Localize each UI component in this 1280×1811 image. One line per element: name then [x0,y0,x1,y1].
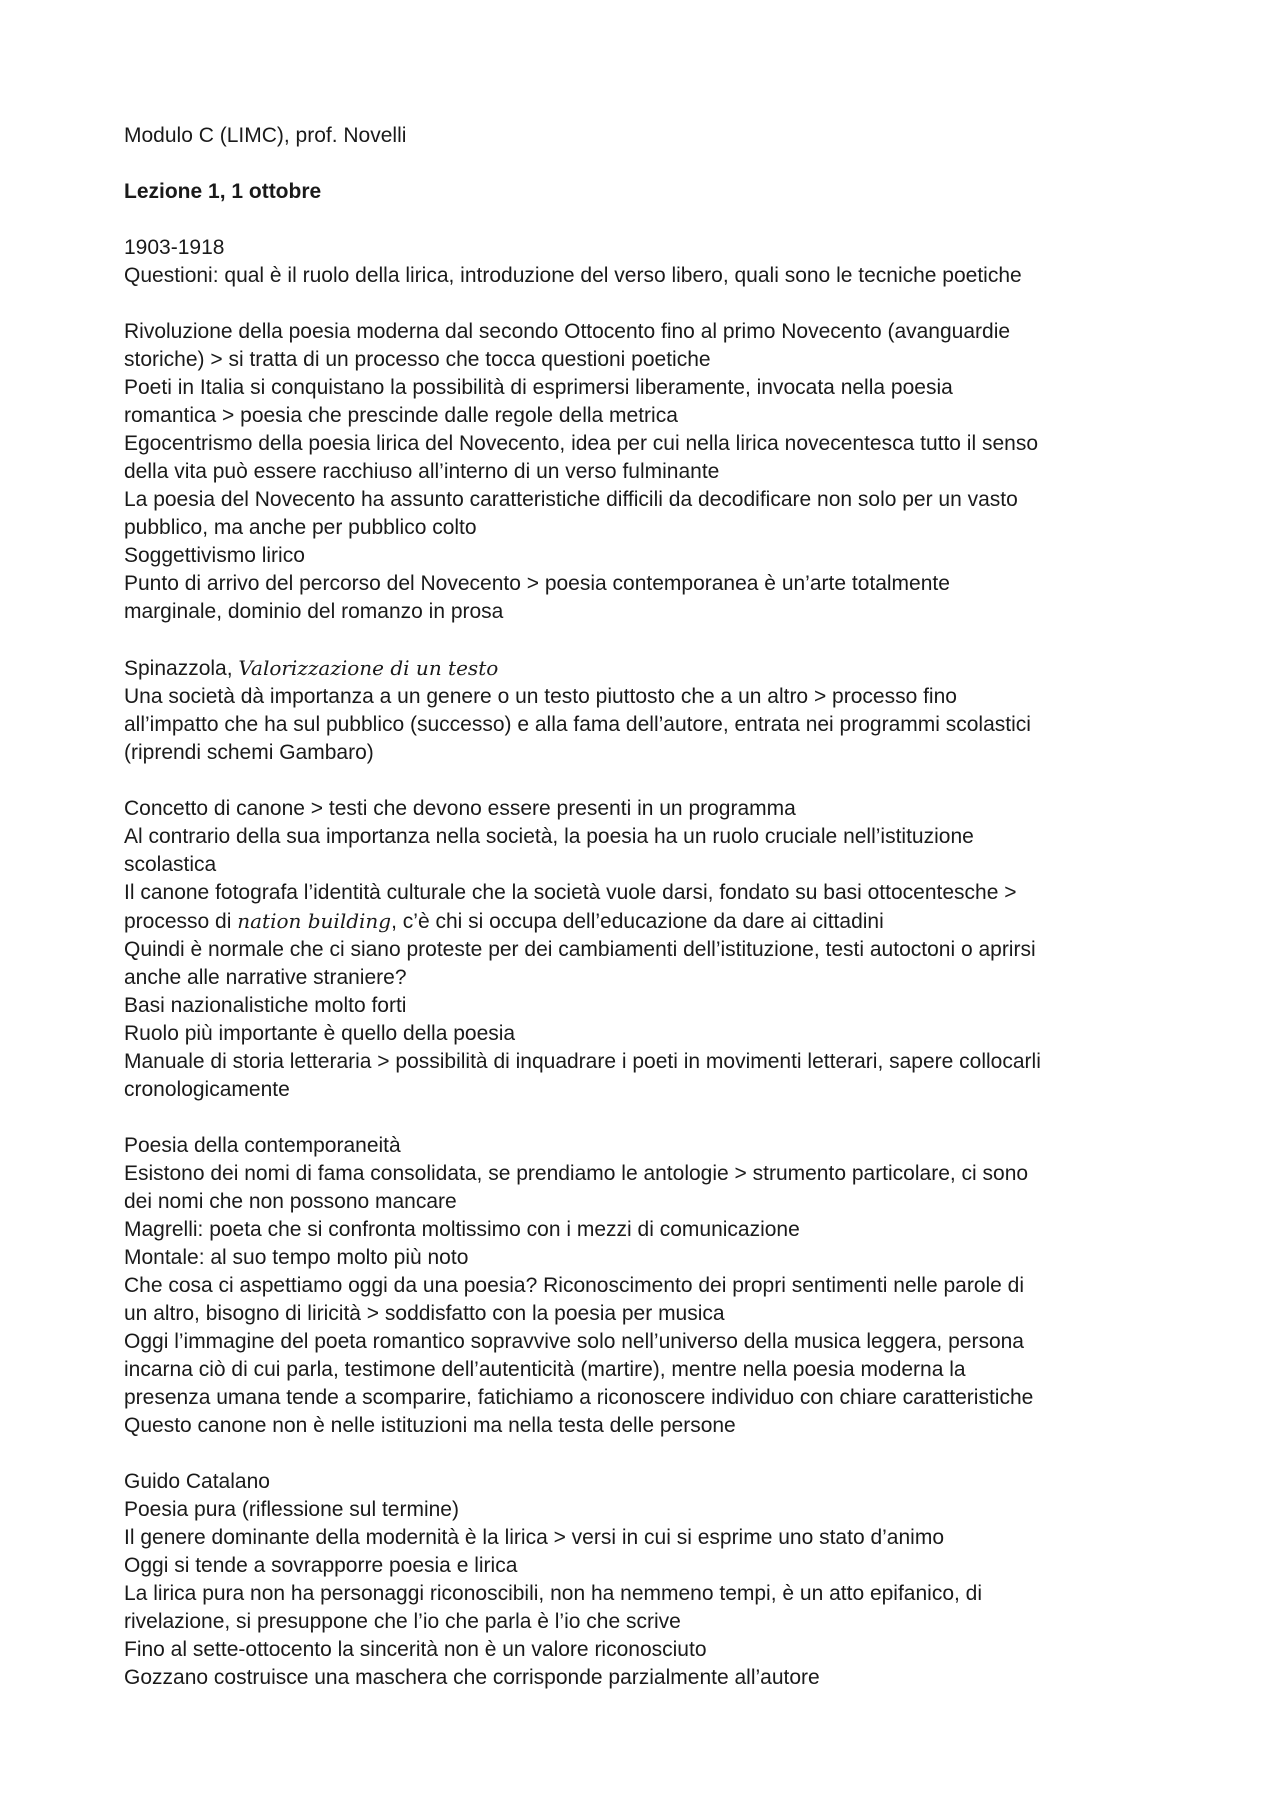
text-line: della vita può essere racchiuso all’interno di un verso fulminante [124,460,720,483]
text-line: Questioni: qual è il ruolo della lirica, introduzione del verso libero, quali sono le tecniche poetiche [124,264,1022,287]
text-line: rivelazione, si presuppone che l’io che parla è l’io che scrive [124,1610,681,1633]
text-line: Una società dà importanza a un genere o un testo piuttosto che a un altro > processo fino [124,685,957,708]
text-line: Soggettivismo lirico [124,544,305,567]
text-line: Poesia della contemporaneità [124,1134,401,1157]
text-line: Che cosa ci aspettiamo oggi da una poesia? Riconoscimento dei propri sentimenti nelle parole di [124,1274,1025,1297]
text-line: marginale, dominio del romanzo in prosa [124,600,504,623]
italic-term: nation building [237,909,392,933]
text-line: romantica > poesia che prescinde dalle regole della metrica [124,404,678,427]
section-dates [124,234,1184,290]
spacer [124,626,1184,654]
section-contemporary [124,1132,1184,1440]
text-line: Guido Catalano [124,1470,270,1493]
text-line: Oggi l’immagine del poeta romantico sopravvive solo nell’universo della musica leggera, persona [124,1330,1024,1353]
text-line: Al contrario della sua importanza nella società, la poesia ha un ruolo cruciale nell’istituzione [124,825,974,848]
reference-author: Spinazzola, [124,657,239,680]
text-line: Quindi è normale che ci siano proteste per dei cambiamenti dell’istituzione, testi autoctoni o aprirsi [124,938,1036,961]
text-line: presenza umana tende a scomparire, fatichiamo a riconoscere individuo con chiare caratteristiche [124,1386,1034,1409]
text-line: anche alle narrative straniere? [124,966,407,989]
text-line: pubblico, ma anche per pubblico colto [124,516,477,539]
text-line: Montale: al suo tempo molto più noto [124,1246,469,1269]
text-line: storiche) > si tratta di un processo che tocca questioni poetiche [124,348,711,371]
text-line: Rivoluzione della poesia moderna dal secondo Ottocento fino al primo Novecento (avanguardie [124,320,1011,343]
text-line: Ruolo più importante è quello della poesia [124,1022,516,1045]
text-line: Gozzano costruisce una maschera che corrisponde parzialmente all’autore [124,1666,820,1689]
reference-heading [124,654,1184,683]
spacer [124,150,1184,178]
course-title: Modulo C (LIMC), prof. Novelli [124,124,407,147]
text-line: un altro, bisogno di liricità > soddisfatto con la poesia per musica [124,1302,725,1325]
text-line: (riprendi schemi Gambaro) [124,741,374,764]
text-line: scolastica [124,853,217,876]
text-line: Esistono dei nomi di fama consolidata, se prendiamo le antologie > strumento particolare, ci sono [124,1162,1029,1185]
text-line: Questo canone non è nelle istituzioni ma nella testa delle persone [124,1414,736,1437]
text-line: Manuale di storia letteraria > possibilità di inquadrare i poeti in movimenti letterari, sapere collocarli [124,1050,1041,1073]
spacer [124,206,1184,234]
section-modern-poetry [124,318,1184,626]
text-line: Il canone fotografa l’identità culturale che la società vuole darsi, fondato su basi ottocentesche > [124,881,1017,904]
text-line: La poesia del Novecento ha assunto caratteristiche difficili da decodificare non solo per un vasto [124,488,1018,511]
text-line: Egocentrismo della poesia lirica del Novecento, idea per cui nella lirica novecentesca tutto il senso [124,432,1039,455]
section-spinazzola [124,654,1184,767]
text-line: Magrelli: poeta che si confronta moltissimo con i mezzi di comunicazione [124,1218,800,1241]
text-line: Oggi si tende a sovrapporre poesia e lirica [124,1554,518,1577]
spacer [124,1104,1184,1132]
lesson-heading: Lezione 1, 1 ottobre [124,180,322,203]
document-page [124,122,1184,1692]
text-line: Poesia pura (riflessione sul termine) [124,1498,459,1521]
text-line: cronologicamente [124,1078,290,1101]
text-line: Il genere dominante della modernità è la lirica > versi in cui si esprime uno stato d’animo [124,1526,945,1549]
text-line: Concetto di canone > testi che devono essere presenti in un programma [124,797,796,820]
text-line: Fino al sette-ottocento la sincerità non è un valore riconosciuto [124,1638,707,1661]
text-line: 1903-1918 [124,236,225,259]
text-line: Basi nazionalistiche molto forti [124,994,407,1017]
text-fragment: processo di [124,910,238,933]
text-line-nation-building [124,907,1184,936]
text-line: dei nomi che non possono mancare [124,1190,457,1213]
reference-work-title: Valorizzazione di un testo [238,656,499,680]
text-line: Poeti in Italia si conquistano la possibilità di esprimersi liberamente, invocata nella poesia [124,376,953,399]
spacer [124,1440,1184,1468]
text-line: all’impatto che ha sul pubblico (successo) e alla fama dell’autore, entrata nei programmi scolastici [124,713,1031,736]
spacer [124,767,1184,795]
section-catalano [124,1468,1184,1692]
text-line: La lirica pura non ha personaggi riconoscibili, non ha nemmeno tempi, è un atto epifanico, di [124,1582,983,1605]
spacer [124,290,1184,318]
text-fragment: , c’è chi si occupa dell’educazione da dare ai cittadini [391,910,884,933]
text-line: incarna ciò di cui parla, testimone dell’autenticità (martire), mentre nella poesia moderna la [124,1358,966,1381]
section-canon [124,795,1184,1104]
text-line: Punto di arrivo del percorso del Novecento > poesia contemporanea è un’arte totalmente [124,572,950,595]
